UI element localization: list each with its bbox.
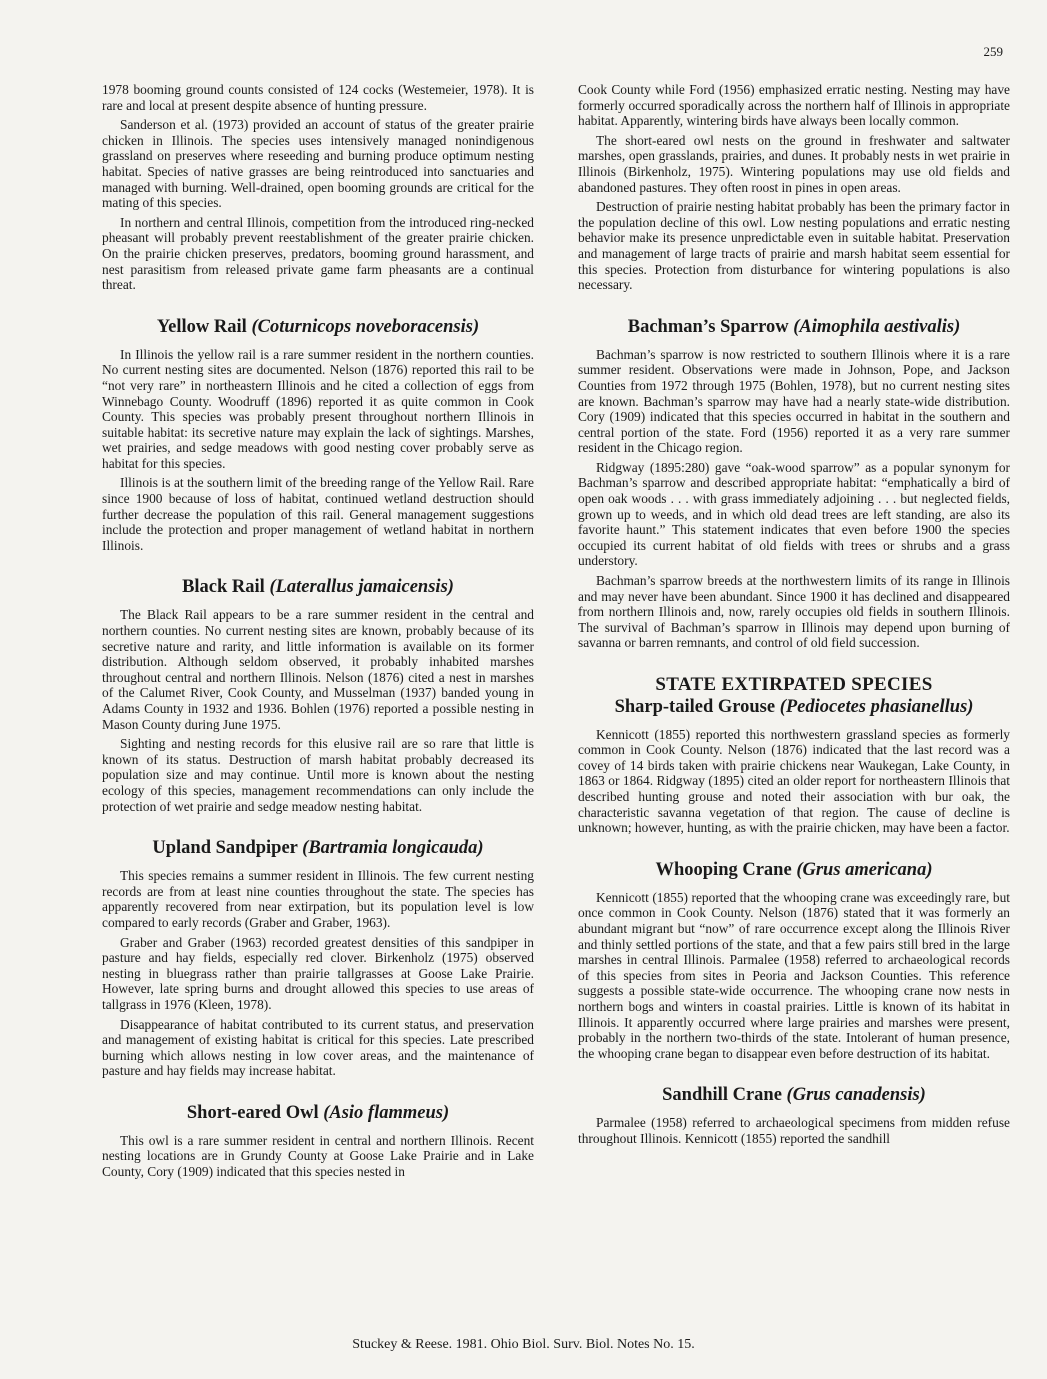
paragraph: The Black Rail appears to be a rare summer resident in the central and northern counties. No current nesting sites are known, probably because of its secretive nature and rarity, and little information is available on its former distribution. Although seldom observed, it probably inhabited marshes throughout central and northern Illinois. Nelson (1876) cited a nest in marshes of the Calumet River, Cook County, and Musselman (1937) banded young in Adams County in 1932 and 1936. Bohlen (1976) reported a possible nesting in Mason County during June 1975. bbox=[102, 607, 534, 732]
paragraph: 1978 booming ground counts consisted of 124 cocks (Westemeier, 1978). It is rare and local at present despite absence of hunting pressure. bbox=[102, 82, 534, 113]
paragraph: Disappearance of habitat contributed to its current status, and preservation and management of existing habitat is critical for this species. Late prescribed burning which allows nesting in low cover areas, and the maintenance of pasture and hay fields may increase habitat. bbox=[102, 1016, 534, 1079]
species-latin-name: (Laterallus jamaicensis) bbox=[269, 577, 454, 598]
species-heading-short-eared-owl bbox=[102, 1103, 534, 1123]
species-latin-name: (Aimophila aestivalis) bbox=[793, 316, 961, 337]
species-name: Sandhill Crane bbox=[662, 1085, 782, 1106]
paragraph: Sanderson et al. (1973) provided an account of status of the greater prairie chicken in Illinois. The species uses intensively managed nonindigenous grassland on preserves where reseeding and burning produce optimum nesting habitat. Species of native grasses are being reintroduced into sanctuaries and managed with burning. Well-drained, open booming grounds are critical for the mating of this species. bbox=[102, 117, 534, 211]
species-name: Upland Sandpiper bbox=[152, 838, 298, 859]
species-heading-sharp-tailed-grouse bbox=[578, 697, 1010, 717]
species-name: Sharp-tailed Grouse bbox=[614, 696, 776, 717]
species-name: Short-eared Owl bbox=[186, 1102, 319, 1123]
paragraph: Cook County while Ford (1956) emphasized erratic nesting. Nesting may have formerly occurred sporadically across the northern half of Illinois in appropriate habitat. Apparently, wintering birds have always been locally common. bbox=[578, 82, 1010, 129]
species-name: Whooping Crane bbox=[655, 859, 792, 880]
species-latin-name: (Coturnicops noveboracensis) bbox=[251, 316, 480, 337]
species-heading-bachmans-sparrow bbox=[578, 317, 1010, 337]
paragraph: Bachman’s sparrow is now restricted to southern Illinois where it is a rare summer resident. Observations were made in Johnson, Pope, and Jackson Counties from 1972 through 1975 (Bohlen, 1978), but no current nesting sites are known. Bachman’s sparrow may have had a nearly state-wide distribution. Cory (1909) indicated that this species occurred in habitat in the southern and central portion of the state. Ford (1956) reported it as a very rare summer resident in the Chicago region. bbox=[578, 346, 1010, 456]
paragraph: Destruction of prairie nesting habitat probably has been the primary factor in the population decline of this owl. Low nesting populations and erratic nesting behavior make its presence unpredictable even in suitable habitat. Preservation and management of large tracts of prairie and marsh habitat seem essential for this species. Protection from disturbance for wintering populations is also necessary. bbox=[578, 199, 1010, 293]
paragraph: Illinois is at the southern limit of the breeding range of the Yellow Rail. Rare since 1900 because of loss of habitat, continued wetland destruction should further decrease the population of this rail. General management suggestions include the protection and proper management of wetland habitat in northern Illinois. bbox=[102, 475, 534, 553]
left-column bbox=[102, 82, 534, 1184]
paragraph: Ridgway (1895:280) gave “oak-wood sparrow” as a popular synonym for Bachman’s sparrow and described appropriate habitat: “emphatically a bird of open oak woods . . . with grass immediately adjoining . . . but neglected fields, grown up to weeds, and in which old dead trees are left standing, are also its favorite haunt.” This statement indicates that even before 1900 the species occupied its current habitat of old fields with trees or shrubs and a grass understory. bbox=[578, 459, 1010, 569]
right-column bbox=[578, 82, 1010, 1150]
paragraph: In Illinois the yellow rail is a rare summer resident in the northern counties. No current nesting sites are documented. Nelson (1876) reported this rail to be “not very rare” in northeastern Illinois and he cited a collection of eggs from Winnebago County. Woodruff (1896) reported it as quite common in Cook County. This species was probably present throughout northern Illinois in suitable habitat: its secretive nature may explain the lack of sightings. Marshes, wet prairies, and sedge meadows with good nesting cover probably serve as habitat for this species. bbox=[102, 346, 534, 471]
paragraph: Parmalee (1958) referred to archaeological specimens from midden refuse throughout Illinois. Kennicott (1855) reported the sandhill bbox=[578, 1115, 1010, 1146]
paragraph: This species remains a summer resident in Illinois. The few current nesting records are from at least nine counties throughout the state. The species has apparently recovered from near extirpation, but its population level is low compared to early records (Graber and Graber, 1963). bbox=[102, 868, 534, 930]
paragraph: Sighting and nesting records for this elusive rail are so rare that little is known of its status. Destruction of marsh habitat probably decreased its population size and may continue. Until more is known about the nesting ecology of this species, management recommendations can only include the protection of wet prairie and sedge meadow nesting habitat. bbox=[102, 736, 534, 814]
species-name: Bachman’s Sparrow bbox=[627, 316, 789, 337]
species-latin-name: (Bartramia longicauda) bbox=[302, 838, 484, 859]
paragraph: Kennicott (1855) reported that the whooping crane was exceedingly rare, but once common in Cook County. Nelson (1876) stated that it was formerly an abundant migrant but “now” of rare occurrence except along the Illinois River and thinly settled portions of the state, and that a few pairs still bred in the large marshes in central Illinois. Parmalee (1958) referred to archaeological records of this species from sites in Peoria and Jackson Counties. This reference suggests a possible state-wide occurrence. The whooping crane now nests in northern bogs and winters in coastal prairies. Little is known of its habitat in Illinois. It apparently occurred where large prairies and marshes were present, probably in the northern two-thirds of the state. Intolerant of human presence, the whooping crane began to disappear even before destruction of its habitat. bbox=[578, 889, 1010, 1061]
species-heading-upland-sandpiper bbox=[102, 838, 534, 858]
species-latin-name: (Grus americana) bbox=[796, 859, 933, 880]
paragraph: Kennicott (1855) reported this northwestern grassland species as formerly common in Cook County. Nelson (1876) indicated that the last record was a covey of 14 birds taken with prairie chickens near Waukegan, Lake County, in 1863 or 1864. Ridgway (1895) cited an older report for northeastern Illinois that described hunting grouse and noted their association with bur oak, the characteristic savanna vegetation of that region. The cause of decline is unknown; however, hunting, as with the prairie chicken, may have been a factor. bbox=[578, 726, 1010, 836]
paragraph: Bachman’s sparrow breeds at the northwestern limits of its range in Illinois and may never have been abundant. Since 1900 it has declined and disappeared from northern Illinois and, now, rarely occupies old fields in southern Illinois. The survival of Bachman’s sparrow in Illinois may depend upon burning of savanna or barren remnants, and control of old field succession. bbox=[578, 573, 1010, 651]
species-heading-black-rail bbox=[102, 577, 534, 597]
species-heading-whooping-crane bbox=[578, 860, 1010, 880]
paragraph: The short-eared owl nests on the ground in freshwater and saltwater marshes, open grasslands, prairies, and dunes. It probably nests in wet prairie in Illinois (Birkenholz, 1975). Wintering populations may use old fields and abandoned pastures. They often roost in pines in open areas. bbox=[578, 132, 1010, 195]
paragraph: Graber and Graber (1963) recorded greatest densities of this sandpiper in pasture and hay fields, especially red clover. Birkenholz (1975) observed nesting in bluegrass rather than prairie tallgrasses at Goose Lake Prairie. However, late spring burns and drought allowed this species to use areas of tallgrass in 1976 (Kleen, 1978). bbox=[102, 934, 534, 1012]
section-heading-extirpated-species: STATE EXTIRPATED SPECIES bbox=[655, 674, 933, 695]
species-name: Black Rail bbox=[182, 577, 265, 598]
species-name: Yellow Rail bbox=[156, 316, 247, 337]
species-heading-yellow-rail bbox=[102, 317, 534, 337]
species-latin-name: (Asio flammeus) bbox=[323, 1102, 450, 1123]
species-latin-name: (Grus canadensis) bbox=[786, 1085, 926, 1106]
species-latin-name: (Pediocetes phasianellus) bbox=[779, 696, 974, 717]
citation-footer: Stuckey & Reese. 1981. Ohio Biol. Surv. Biol. Notes No. 15. bbox=[352, 1337, 695, 1352]
page-number: 259 bbox=[983, 44, 1003, 59]
paragraph: This owl is a rare summer resident in central and northern Illinois. Recent nesting locations are in Grundy County at Goose Lake Prairie and in Lake County, Cory (1909) indicated that this species nested in bbox=[102, 1132, 534, 1180]
species-heading-sandhill-crane bbox=[578, 1085, 1010, 1105]
paragraph: In northern and central Illinois, competition from the introduced ring-necked pheasant will probably prevent reestablishment of the greater prairie chicken. On the prairie chicken preserves, predators, booming ground harassment, and nest parasitism from released private game farm pheasants are a continual threat. bbox=[102, 214, 534, 293]
